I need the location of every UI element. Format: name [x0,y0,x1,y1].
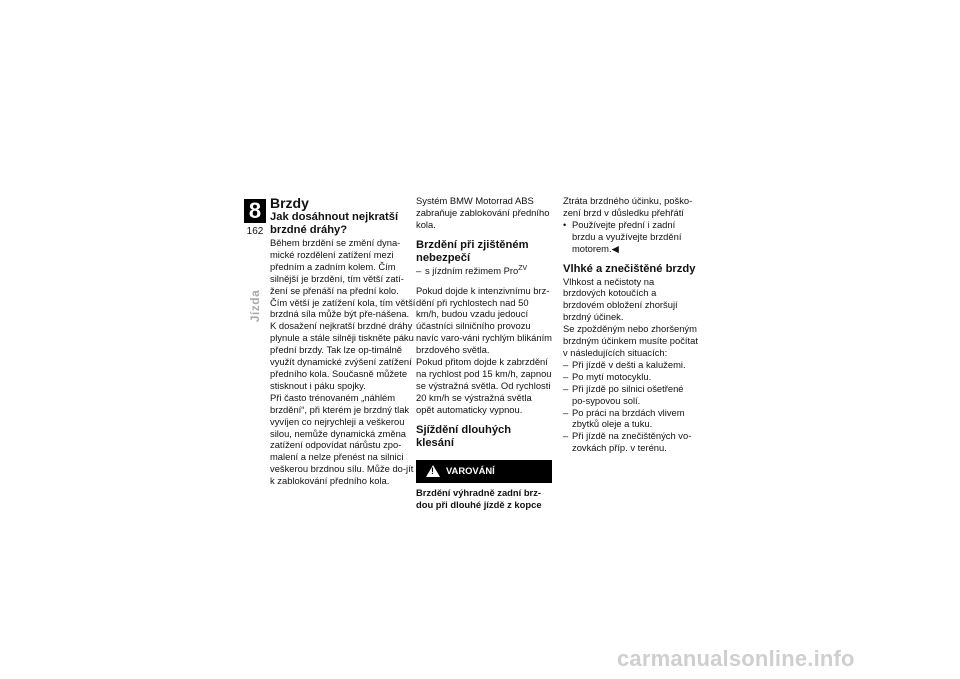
list-item: • Používejte přední i zadní brzdu a využívejte brzdění motorem.◀ [563,219,699,255]
heading-long-descents: Sjíždění dlouhých klesání [416,423,512,449]
paragraph: Při často trénovaném „náhlém brzdění“, při kterém je brzdný tlak vyvíjen co nejrychleji a veškerou silou, nemůže dynamická změna zatížení odpovídat nárůstu zpo-malení a nelze přenést na silnici veškerou brzdnou sílu. Může do-jít k zablokování předního kola. [270,391,414,487]
paragraph: Systém BMW Motorrad ABS zabraňuje zablokování předního kola. [416,195,550,230]
list-item: – Po mytí motocyklu. [563,371,699,383]
warning-triangle-icon [426,465,440,477]
heading-danger-braking: Brzdění při zjištěném nebezpečí [416,238,529,264]
chapter-side-label: Jízda [248,289,262,323]
paragraph: Vlhkost a nečistoty na brzdových kotoučích a brzdovém obložení zhoršují brzdný účinek. [563,275,678,323]
warning-banner [416,460,552,483]
column-1 [270,195,416,487]
chapter-number-badge: 8 [244,199,266,223]
list-item: – s jízdním režimem Pro$^{ZV}$ [416,265,552,277]
heading-wet-brakes: Vlhké a znečištěné brzdy [563,262,696,275]
paragraph: Pokud dojde k intenzivnímu brz-dění při rychlostech nad 50 km/h, budou vzadu jedoucí účastníci silničního provozu navíc varo-váni rychlým blikáním brzdového světla. [416,284,552,356]
warning-label: VAROVÁNÍ [446,465,495,477]
column-2 [416,195,552,510]
paragraph: K dosažení nejkratší brzdné dráhy plynule a stále silněji tiskněte páku přední brzdy. Tak lze op-timálně využít dynamické zvýšení zatížení předního kola. Současně můžete stisknout i páku spojky. [270,320,414,391]
watermark: carmanualsonline.info [617,646,855,671]
option-superscript: ZV [518,264,528,272]
list-item: – Při jízdě v dešti a kalužemi. [563,359,699,371]
list-item: – Při jízdě po silnici ošetřené po-sypovou solí. [563,383,699,407]
column-3 [563,195,699,454]
paragraph: Ztráta brzdného účinku, poško-zení brzd v důsledku přehřátí [563,195,693,218]
section-title-brakes: Brzdy [270,195,309,211]
list-item: – Při jízdě na znečištěných vo-zovkách příp. v terénu. [563,430,699,454]
paragraph: Se zpožděným nebo zhoršeným brzdným účinkem musíte počítat v následujících situacích: [563,323,698,358]
end-mark-icon: ◀ [611,242,619,254]
heading-shortest-braking: Jak dosáhnout nejkratší brzdné dráhy? [270,211,399,236]
paragraph: Během brzdění se změní dyna-mické rozdělení zatížení mezi předním a zadním kolem. Čím silnější je brzdění, tím větší zatí-žení se přenáší na přední kolo. Čím větší je zatížení kola, tím větší brzdná síla může být pře-nášena. [270,237,416,320]
list-item: – Po práci na brzdách vlivem zbytků oleje a tuku. [563,407,699,431]
page-number: 162 [246,226,264,237]
paragraph: Pokud přitom dojde k zabrzdění na rychlost pod 15 km/h, zapnou se výstražná světla. Od rychlosti 20 km/h se výstražná světla opět automaticky vypnou. [416,356,552,415]
warning-text: Brzdění výhradně zadní brz-dou při dlouhé jízdě z kopce [416,486,542,510]
